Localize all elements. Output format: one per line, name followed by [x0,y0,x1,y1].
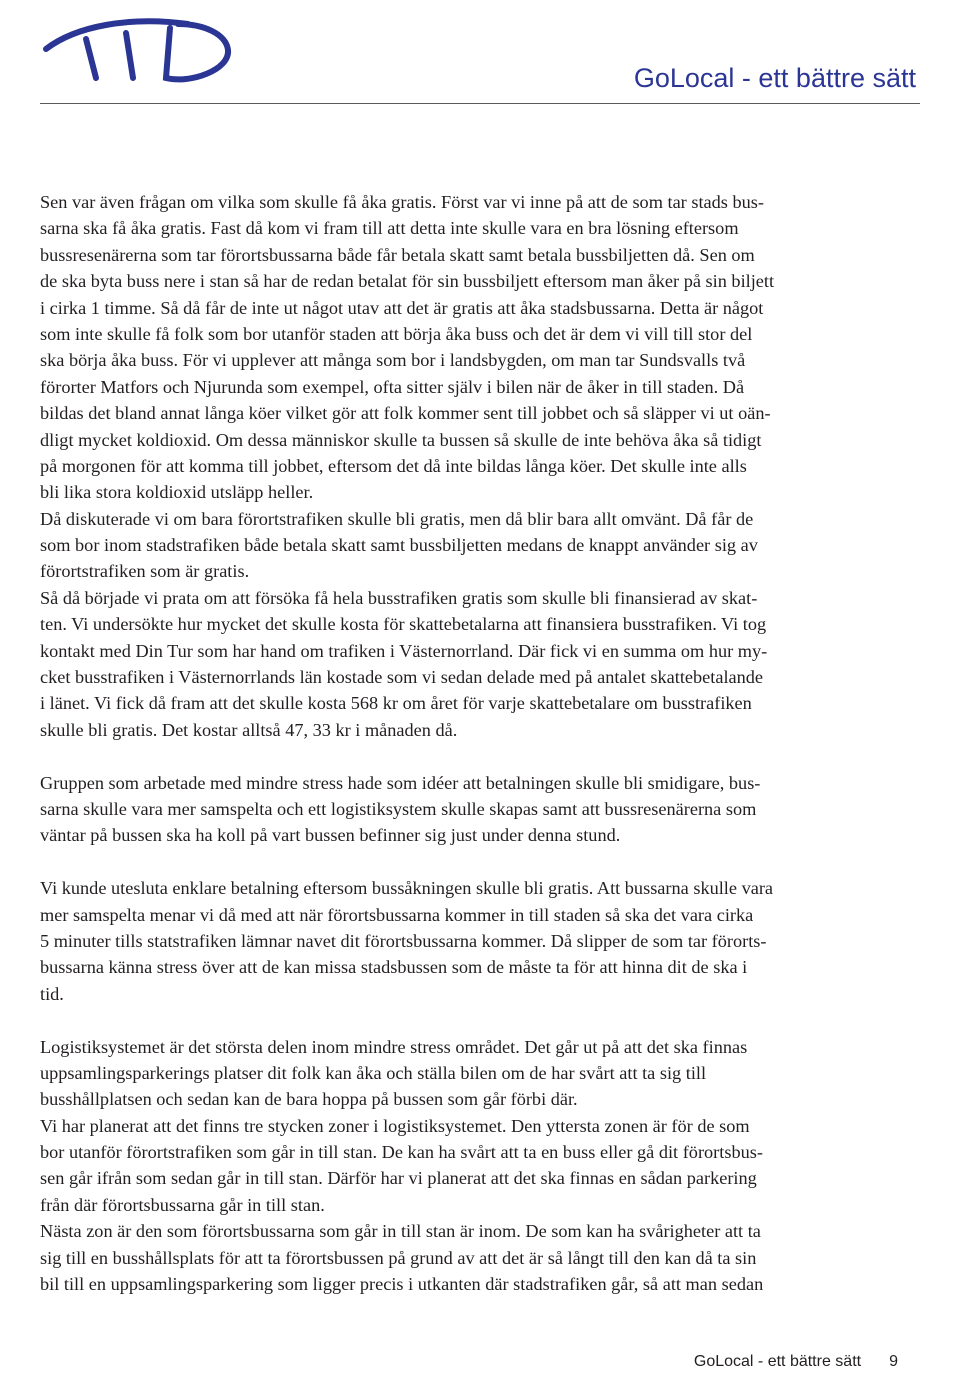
text-line: Nästa zon är den som förortsbussarna som går in till stan är inom. De som kan ha svårigheter att ta [40,1221,761,1242]
paragraph-spacer [40,849,922,875]
text-line: på morgonen för att komma till jobbet, eftersom det då inte bildas långa köer. Det skulle inte alls [40,455,747,476]
paragraph [40,1034,922,1113]
text-line: kontakt med Din Tur som har hand om trafiken i Västernorrland. Där fick vi en summa om hur my- [40,640,768,661]
text-line: Så då började vi prata om att försöka få hela busstrafiken gratis som skulle bli finansierad av skat- [40,587,758,608]
text-line: de ska byta buss nere i stan så har de redan betalat för sin bussbiljett eftersom man åker på sin biljett [40,271,775,292]
page-number: 9 [889,1353,898,1370]
text-line: bli lika stora koldioxid utsläpp heller. [40,482,314,503]
text-line: bil till en uppsamlingsparkering som ligger precis i utkanten där stadstrafiken går, så att man sedan [40,1274,764,1295]
text-line: dligt mycket koldioxid. Om dessa människor skulle ta bussen så skulle de inte behöva åka så tidigt [40,429,762,450]
text-line: i cirka 1 timme. Så då får de inte ut något utav att det är gratis att åka stadsbussarna. Detta är något [40,297,764,318]
text-line: cket busstrafiken i Västernorrlands län kostade som vi sedan delade med på antalet skattebetalande [40,667,764,688]
paragraph [40,585,922,743]
paragraph-spacer [40,743,922,769]
text-line: i länet. Vi fick då fram att det skulle kosta 568 kr om året för varje skattebetalare om busstrafiken [40,693,752,714]
text-line: 5 minuter tills statstrafiken lämnar navet dit förortsbussarna kommer. Då slipper de som tar förorts- [40,930,767,951]
text-line: som bor inom stadstrafiken både betala skatt samt bussbiljetten medans de knappt använder sig av [40,535,758,556]
text-line: Då diskuterade vi om bara förortstrafiken skulle bli gratis, men då blir bara allt omvänt. Då får de [40,508,754,529]
text-line: ska börja åka buss. För vi upplever att många som bor i landsbygden, om man tar Sundsvalls två [40,350,746,371]
text-line: skulle bli gratis. Det kostar alltså 47, 33 kr i månaden då. [40,719,458,740]
text-line: sarna skulle vara mer samspelta och ett logistiksystem skulle skapas samt att bussresenärerna som [40,798,757,819]
paragraph [40,189,922,506]
paragraph [40,506,922,585]
paragraph [40,1113,922,1219]
body-text [40,189,922,1297]
header-title: GoLocal - ett bättre sätt [633,63,916,93]
ttd-logo-icon [38,12,238,94]
text-line: Vi kunde utesluta enklare betalning eftersom bussåkningen skulle bli gratis. Att bussarna skulle vara [40,878,774,899]
text-line: ten. Vi undersökte hur mycket det skulle kosta för skattebetalarna att finansiera busstrafiken. Vi tog [40,614,767,635]
text-line: Vi har planerat att det finns tre stycken zoner i logistiksystemet. Den yttersta zonen är för de som [40,1115,750,1136]
paragraph [40,1218,922,1297]
paragraph [40,770,922,849]
page-footer [694,1353,898,1371]
text-line: Logistiksystemet är det största delen inom mindre stress området. Det går ut på att det ska finnas [40,1036,748,1057]
text-line: bor utanför förortstrafiken som går in till stan. De kan ha svårt att ta en buss eller gå dit förortsbus- [40,1142,763,1163]
footer-title: GoLocal - ett bättre sätt [693,1353,862,1370]
text-line: väntar på bussen ska ha koll på vart bussen befinner sig just under denna stund. [40,825,621,846]
text-line: busshållplatsen och sedan kan de bara hoppa på bussen som går förbi där. [40,1089,578,1110]
text-line: från där förortsbussarna går in till stan. [40,1194,325,1215]
paragraph [40,875,922,1007]
text-line: sen går ifrån som sedan går in till stan. Därför har vi planerat att det ska finnas en sådan parkering [40,1168,757,1189]
text-line: bussarna känna stress över att de kan missa stadsbussen som de måste ta för att hinna dit de ska i [40,957,748,978]
text-line: bussresenärerna som tar förortsbussarna både får betala skatt samt betala bussbiljetten då. Sen om [40,244,755,265]
text-line: uppsamlingsparkerings platser dit folk kan åka och ställa bilen om de har svårt att ta sig till [40,1062,707,1083]
header-divider [40,103,920,104]
text-line: sarna ska få åka gratis. Fast då kom vi fram till att detta inte skulle vara en bra lösning eftersom [40,218,739,239]
text-line: mer samspelta menar vi då med att när förortsbussarna kommer in till staden så ska det vara cirka [40,904,754,925]
text-line: Gruppen som arbetade med mindre stress hade som idéer att betalningen skulle bli smidigare, bus- [40,772,761,793]
paragraph-spacer [40,1007,922,1033]
text-line: Sen var även frågan om vilka som skulle få åka gratis. Först var vi inne på att de som tar stads bus- [40,192,764,212]
text-line: bildas det bland annat långa köer vilket gör att folk kommer sent till jobbet och så släpper vi ut oän- [40,403,771,424]
text-line: förortstrafiken som är gratis. [40,561,250,582]
text-line: tid. [40,983,64,1004]
text-line: förorter Matfors och Njurunda som exempel, ofta sitter själv i bilen när de åker in till staden. Då [40,376,745,397]
text-line: sig till en busshållsplats för att ta förortsbussen på grund av att det är så långt till den kan då ta sin [40,1247,757,1268]
text-line: som inte skulle få folk som bor utanför staden att börja åka buss och det är dem vi vill till stor del [40,323,753,344]
